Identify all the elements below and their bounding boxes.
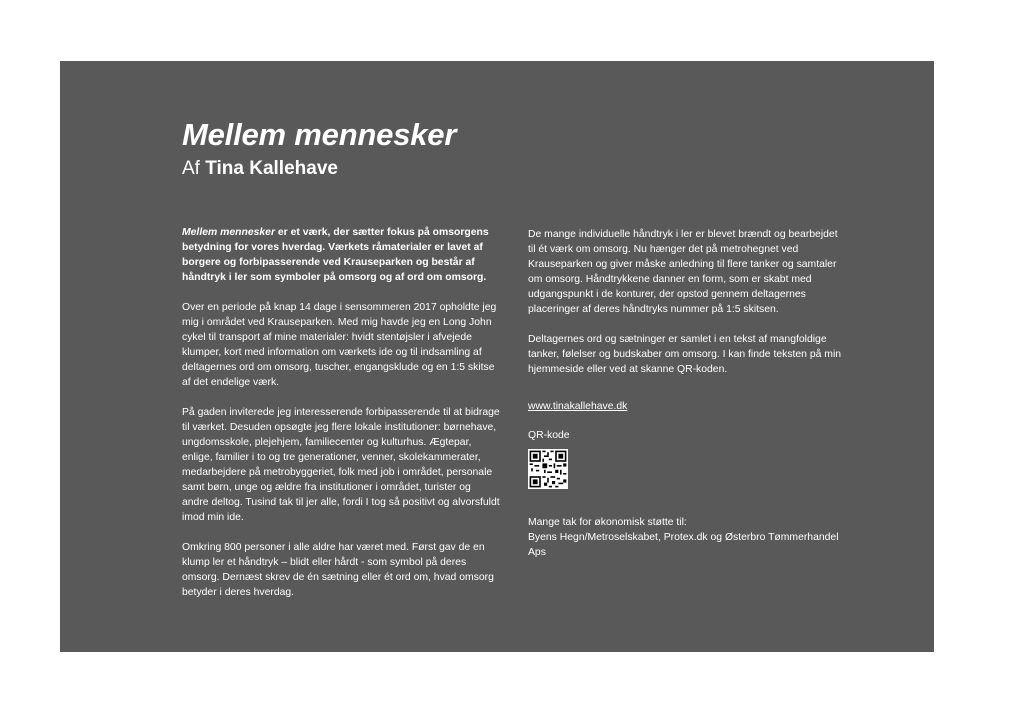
paragraph-artwork: De mange individuelle håndtryk i ler er blevet brændt og bearbejdet til ét værk om omsorg. Nu hænger det på metrohegnet ved Krauseparken og giver måske anledning til flere tanker og samtaler om omsorg. Håndtrykkene danner en form, som er skabt med udgangspunkt i de konturer, der opstod gennem deltagernes placeringer af deres håndtryks nummer på 1:5 skitsen. [528,229,838,315]
qr-code-icon[interactable] [528,449,568,489]
paragraph-process: Omkring 800 personer i alle aldre har været med. Først gav de en klump ler et håndtryk – blidt eller hårdt - som symbol på deres omsorg. Dernæst skrev de én sætning eller ét ord om, hvad omsorg betyder i deres hverdag. [182,542,494,598]
intro-text: er et værk, der sætter fokus på omsorgens betydning for vores hverdag. Værkets råmaterialer er lavet af borgere og forbipasserende ved Krauseparken og består af håndtryk i ler som symboler på omsorg og af ord om omsorg. [182,227,489,283]
qr-label: QR-kode [528,430,570,441]
website-link[interactable]: www.tinakallehave.dk [528,401,628,412]
byline-prefix: Af [182,158,200,179]
intro-work-title: Mellem mennesker [182,227,275,238]
left-column [182,225,500,600]
sponsors: Byens Hegn/Metroselskabet, Protex.dk og Østerbro Tømmerhandel Aps [528,532,839,558]
right-column [528,227,846,560]
page-title: Mellem mennesker [182,117,457,152]
intro-paragraph [182,225,500,285]
byline [182,157,338,181]
thanks-heading: Mange tak for økonomisk støtte til: [528,517,687,528]
info-panel [60,61,934,652]
website-paragraph [528,399,846,414]
paragraph-words: Deltagernes ord og sætninger er samlet i en tekst af mangfoldige tanker, følelser og budskaber om omsorg. I kan finde teksten på min hjemmeside eller ved at skanne QR-koden. [528,334,842,375]
author-name: Tina Kallehave [205,158,338,179]
paragraph-participants: På gaden inviterede jeg interesserende forbipasserende til at bidrage til værket. Desuden opsøgte jeg flere lokale institutioner: børnehave, ungdomsskole, plejehjem, familiecenter og kulturhus. Ægtepar, enlige, familier i to og tre generationer, venner, skolekammerater, medarbejdere på metrobyggeriet, folk med job i området, personale samt børn, unge og ældre fra institutioner i området, turister og andre deltog. Tusind tak til jer alle, fordi I tog så positivt og alvorsfuldt imod min ide. [182,407,500,523]
paragraph-period: Over en periode på knap 14 dage i sensommeren 2017 opholdte jeg mig i området ved Krauseparken. Med mig havde jeg en Long John cykel til transport af mine materialer: hvidt stentøjsler i afvejede klumper, kort med information om værkets ide og til indsamling af deltagernes ord om omsorg, tuscher, engangsklude og en 1:5 skitse af det endelige værk. [182,302,497,388]
